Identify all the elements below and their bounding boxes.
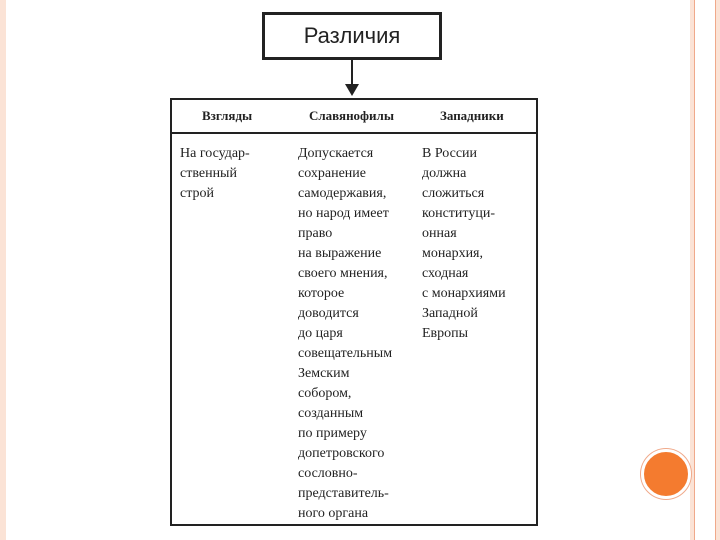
cell-westerners xyxy=(422,144,532,344)
differences-table xyxy=(170,98,538,526)
cell-line: право xyxy=(298,226,333,241)
cell-line: сословно- xyxy=(298,466,358,481)
cell-line: совещательным xyxy=(298,346,393,361)
right-bar-inner-stripe xyxy=(694,0,716,540)
cell-line: На государ- xyxy=(180,146,250,161)
cell-line: представитель- xyxy=(298,486,389,501)
title-box xyxy=(262,12,442,60)
left-decorative-bar xyxy=(0,0,6,540)
cell-line: доводится xyxy=(298,306,359,321)
cell-line: Допускается xyxy=(298,146,374,161)
cell-line: до царя xyxy=(298,326,343,341)
cell-line: созданным xyxy=(298,406,364,421)
arrow-head-icon xyxy=(345,84,359,96)
arrow-down-icon xyxy=(351,60,353,86)
cell-line: но народ имеет xyxy=(298,206,389,221)
cell-line: строй xyxy=(180,186,214,201)
cell-line: собором, xyxy=(298,386,352,401)
header-views: Взгляды xyxy=(202,108,253,123)
cell-line: должна xyxy=(422,166,467,181)
table-header-row xyxy=(172,100,536,134)
cell-line: монархия, xyxy=(422,246,483,261)
cell-line: допетровского xyxy=(298,446,385,461)
right-decorative-bar xyxy=(690,0,720,540)
header-slavophiles: Славянофилы xyxy=(309,108,394,123)
cell-line: с монархиями xyxy=(422,286,506,301)
cell-line: самодержавия, xyxy=(298,186,387,201)
cell-line: Европы xyxy=(422,326,469,341)
cell-line: сохранение xyxy=(298,166,366,181)
cell-line: ственный xyxy=(180,166,237,181)
cell-line: сходная xyxy=(422,266,469,281)
header-westerners: Западники xyxy=(440,108,504,123)
cell-line: на выражение xyxy=(298,246,382,261)
cell-line: конституци- xyxy=(422,206,495,221)
cell-line: Земским xyxy=(298,366,350,381)
decorative-circle-icon xyxy=(641,449,691,499)
cell-line: онная xyxy=(422,226,457,241)
cell-line: своего мнения, xyxy=(298,266,388,281)
cell-line: которое xyxy=(298,286,345,301)
cell-views xyxy=(180,144,290,204)
cell-line: В России xyxy=(422,146,478,161)
cell-slavophiles xyxy=(298,144,418,524)
title-text: Различия xyxy=(303,23,401,48)
cell-line: сложиться xyxy=(422,186,485,201)
cell-line: Западной xyxy=(422,306,478,321)
cell-line: по примеру xyxy=(298,426,367,441)
cell-line: ного органа xyxy=(298,506,369,521)
